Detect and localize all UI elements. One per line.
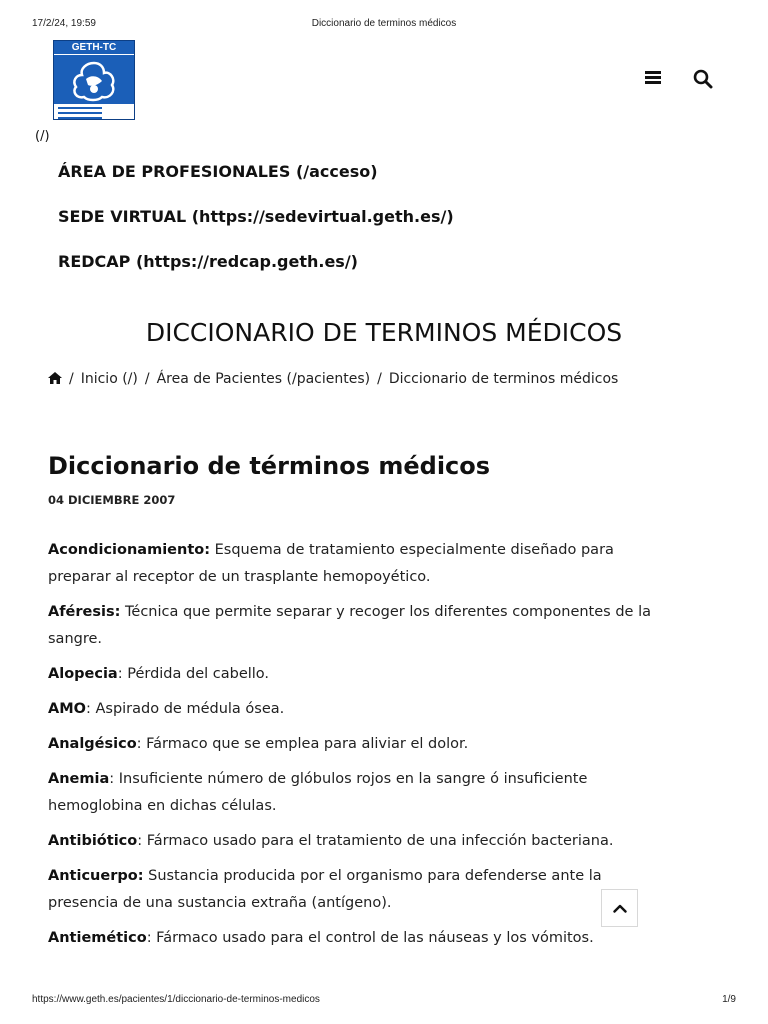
- glossary-term: Antibiótico: [48, 833, 138, 849]
- glossary-term: Anemia: [48, 771, 110, 787]
- breadcrumb-separator: /: [144, 371, 150, 387]
- glossary-entry: [48, 537, 653, 591]
- glossary-definition: : Fármaco usado para el control de las náuseas y los vómitos.: [146, 930, 594, 946]
- print-document-title: Diccionario de terminos médicos: [311, 18, 457, 29]
- breadcrumb-item-inicio[interactable]: Inicio (/): [80, 371, 138, 387]
- page-title: DICCIONARIO DE TERMINOS MÉDICOS: [145, 318, 623, 347]
- glossary-definition: : Fármaco usado para el tratamiento de una infección bacteriana.: [137, 833, 614, 849]
- breadcrumb-separator: /: [377, 371, 382, 387]
- nav-link-redcap[interactable]: REDCAP (https://redcap.geth.es/): [58, 252, 358, 271]
- glossary-entry: [48, 828, 653, 855]
- glossary-definition: : Fármaco que se emplea para aliviar el dolor.: [136, 736, 469, 752]
- glossary-term: Acondicionamiento:: [48, 542, 211, 558]
- glossary-term: Antiemético: [48, 930, 147, 946]
- glossary-entry: [48, 731, 653, 758]
- glossary-entry: [48, 599, 653, 653]
- glossary-definition: : Aspirado de médula ósea.: [85, 701, 285, 717]
- glossary-term: Alopecia: [48, 666, 118, 682]
- glossary-entry: [48, 696, 653, 723]
- home-link[interactable]: (/): [35, 129, 50, 144]
- glossary-entry: [48, 661, 653, 688]
- logo-text: GETH-TC: [54, 41, 134, 55]
- logo-emblem-icon: [64, 59, 124, 103]
- home-icon[interactable]: [48, 372, 62, 384]
- glossary-definition: : Pérdida del cabello.: [117, 666, 270, 682]
- site-logo[interactable]: [53, 40, 135, 120]
- glossary-entry: [48, 863, 653, 917]
- nav-link-profesionales[interactable]: ÁREA DE PROFESIONALES (/acceso): [58, 162, 378, 181]
- glossary-definition: Técnica que permite separar y recoger los diferentes componentes de la sangre.: [48, 604, 651, 647]
- glossary-definition: : Insuficiente número de glóbulos rojos en la sangre ó insuficiente hemoglobina en dichas células.: [48, 771, 588, 814]
- glossary-entry: [48, 925, 653, 952]
- glossary-entry: [48, 766, 653, 820]
- breadcrumb-item-pacientes[interactable]: Área de Pacientes (/pacientes): [156, 371, 371, 387]
- search-icon[interactable]: [693, 69, 713, 89]
- glossary-term: Analgésico: [48, 736, 137, 752]
- print-header: [0, 18, 768, 32]
- nav-link-sede-virtual[interactable]: SEDE VIRTUAL (https://sedevirtual.geth.es/): [58, 207, 454, 226]
- article-title: Diccionario de términos médicos: [48, 452, 491, 480]
- glossary-definition: Esquema de tratamiento especialmente diseñado para preparar al receptor de un trasplante hemopoyético.: [48, 542, 614, 585]
- glossary-term: Aféresis:: [48, 604, 121, 620]
- print-footer: [0, 994, 768, 1008]
- menu-icon[interactable]: [645, 70, 663, 86]
- glossary-term: AMO: [48, 701, 86, 717]
- breadcrumb-item-current: Diccionario de terminos médicos: [388, 371, 619, 387]
- glossary-entries: [48, 537, 653, 960]
- glossary-term: Anticuerpo:: [48, 868, 144, 884]
- back-to-top-button[interactable]: [601, 889, 638, 927]
- chevron-up-icon: [613, 903, 627, 913]
- breadcrumb: [48, 371, 618, 387]
- breadcrumb-separator: /: [69, 371, 74, 387]
- glossary-definition: Sustancia producida por el organismo para defenderse ante la presencia de una sustancia extraña (antígeno).: [48, 868, 602, 911]
- print-url: https://www.geth.es/pacientes/1/diccionario-de-terminos-medicos: [32, 994, 320, 1005]
- print-datetime: 17/2/24, 19:59: [32, 18, 96, 29]
- print-page-number: 1/9: [722, 994, 736, 1005]
- main-nav: [58, 162, 454, 297]
- article-date: 04 DICIEMBRE 2007: [48, 493, 176, 507]
- logo-footer: [54, 103, 134, 119]
